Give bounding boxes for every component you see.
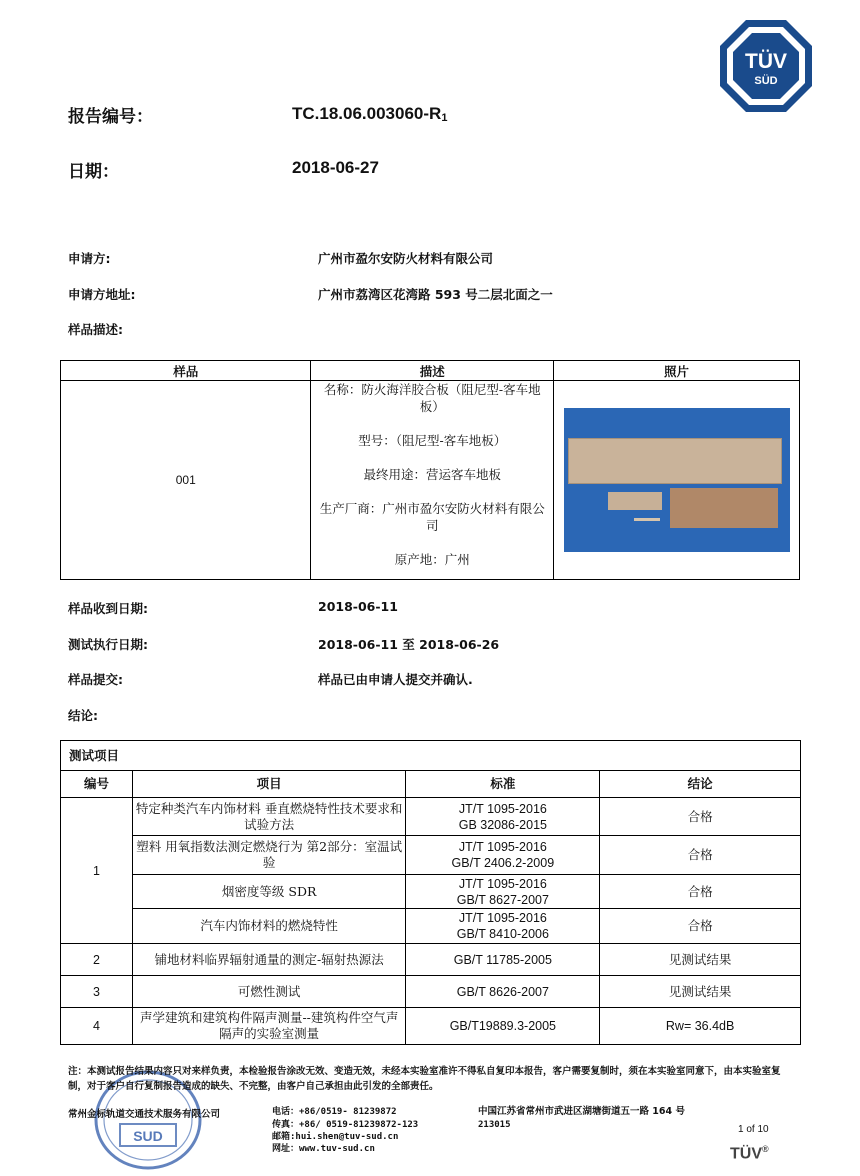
report-date-value: 2018-06-27 — [292, 158, 379, 177]
col-no-header: 编号 — [61, 771, 133, 798]
received-date-label: 样品收到日期: — [68, 601, 148, 616]
table-row — [61, 875, 801, 909]
photo-header: 照片 — [554, 361, 800, 381]
report-number-value: $TC.18.06.003060-R_1$ — [292, 104, 448, 124]
footer-phone: 电话：+86/0519- 81239872 — [272, 1107, 397, 1117]
page-number: 1 of 10 — [738, 1124, 769, 1135]
desc-use: 最终用途：营运客车地板 — [363, 467, 501, 482]
disclaimer-note: 注：本测试报告结果内容只对来样负责，本检验报告涂改无效、变造无效，未经本实验室准许不得私自复印本报告，客户需要复制时，须在本实验室同意下，由本实验室复制，对于客户自行复制报告造成的缺失、不完整，由客户自己承担由此引发的全部责任。 — [68, 1066, 781, 1092]
row-item: 烟密度等级 SDR — [132, 875, 406, 909]
report-number-label: 报告编号： — [68, 107, 153, 127]
row-no: 2 — [61, 944, 133, 976]
row-result: 合格 — [600, 909, 801, 944]
row-standard: GB/T 11785-2005 — [406, 944, 600, 976]
row-no: 4 — [61, 1008, 133, 1045]
table-row — [61, 944, 801, 976]
tuv-sud-logo — [718, 18, 814, 114]
sample-desc-label: 样品描述: — [68, 322, 123, 337]
sample-header: 样品 — [61, 361, 311, 381]
row-standard: JT/T 1095-2016 GB/T 8410-2006 — [406, 909, 600, 944]
conclusion-label: 结论: — [68, 708, 98, 723]
group-no: 1 — [61, 798, 133, 944]
row-item: 声学建筑和建筑构件隔声测量--建筑构件空气声隔声的实验室测量 — [132, 1008, 406, 1045]
sample-table — [60, 360, 800, 580]
desc-model: 型号：（阻尼型-客车地板） — [358, 433, 507, 448]
sample-photo-cell — [554, 381, 800, 580]
footer-fax: 传真：+86/ 0519-81239872-123 — [272, 1120, 419, 1130]
row-result: Rw= 36.4dB — [600, 1008, 801, 1045]
table-row — [61, 798, 801, 836]
sample-submit-label: 样品提交: — [68, 672, 123, 687]
footer-postcode: 213015 — [478, 1120, 511, 1130]
row-standard: JT/T 1095-2016 GB 32086-2015 — [406, 798, 600, 836]
row-no: 3 — [61, 976, 133, 1008]
applicant-label: 申请方: — [68, 251, 111, 266]
col-std-header: 标准 — [406, 771, 600, 798]
col-item-header: 项目 — [132, 771, 406, 798]
row-standard: JT/T 1095-2016 GB/T 2406.2-2009 — [406, 836, 600, 875]
row-result: 见测试结果 — [600, 976, 801, 1008]
sample-description — [311, 381, 554, 580]
sample-id: 001 — [61, 381, 311, 580]
footer-website: 网址：www.tuv-sud.cn — [272, 1144, 375, 1154]
footer-address: 中国江苏省常州市武进区湖塘街道五一路 164 号 — [478, 1106, 685, 1117]
row-item: 汽车内饰材料的燃烧特性 — [132, 909, 406, 944]
test-date-value: 2018-06-11 至 2018-06-26 — [318, 637, 500, 652]
col-result-header: 结论 — [600, 771, 801, 798]
table-row — [61, 976, 801, 1008]
row-item: 可燃性测试 — [132, 976, 406, 1008]
desc-maker: 生产厂商：广州市盈尔安防火材料有限公司 — [319, 501, 545, 533]
table-row — [61, 1008, 801, 1045]
svg-text:SÜD: SÜD — [754, 75, 778, 87]
row-standard: JT/T 1095-2016 GB/T 8627-2007 — [406, 875, 600, 909]
svg-text:TÜV: TÜV — [745, 50, 787, 73]
row-standard: GB/T 8626-2007 — [406, 976, 600, 1008]
applicant-address-label: 申请方地址: — [68, 287, 136, 302]
desc-name: 名称：防火海洋胶合板（阻尼型-客车地板） — [323, 382, 541, 414]
footer-brand: TÜV® — [730, 1144, 769, 1163]
received-date-value: 2018-06-11 — [318, 599, 398, 614]
test-date-label: 测试执行日期: — [68, 637, 148, 652]
sample-photo — [564, 408, 790, 552]
row-item: 铺地材料临界辐射通量的测定-辐射热源法 — [132, 944, 406, 976]
row-result: 合格 — [600, 836, 801, 875]
desc-header: 描述 — [311, 361, 554, 381]
row-item: 特定种类汽车内饰材料 垂直燃烧特性技术要求和试验方法 — [132, 798, 406, 836]
test-items-table — [60, 740, 801, 1045]
desc-origin: 原产地：广州 — [394, 552, 470, 567]
svg-text:SUD: SUD — [133, 1128, 163, 1144]
report-date-label: 日期： — [68, 162, 119, 182]
row-result: 合格 — [600, 875, 801, 909]
applicant-value: 广州市盈尔安防火材料有限公司 — [318, 251, 494, 266]
sample-submit-value: 样品已由申请人提交并确认. — [318, 672, 473, 687]
footer-company: 常州金标轨道交通技术服务有限公司 — [68, 1109, 221, 1120]
row-item: 塑料 用氧指数法测定燃烧行为 第2部分：室温试验 — [132, 836, 406, 875]
table-row — [61, 836, 801, 875]
row-standard: GB/T19889.3-2005 — [406, 1008, 600, 1045]
applicant-address-value: 广州市荔湾区花湾路 593 号二层北面之一 — [318, 287, 553, 302]
table-row — [61, 909, 801, 944]
row-result: 见测试结果 — [600, 944, 801, 976]
test-table-title: 测试项目 — [61, 741, 801, 771]
row-result: 合格 — [600, 798, 801, 836]
footer-email: 邮箱:hui.shen@tuv-sud.cn — [272, 1132, 399, 1142]
